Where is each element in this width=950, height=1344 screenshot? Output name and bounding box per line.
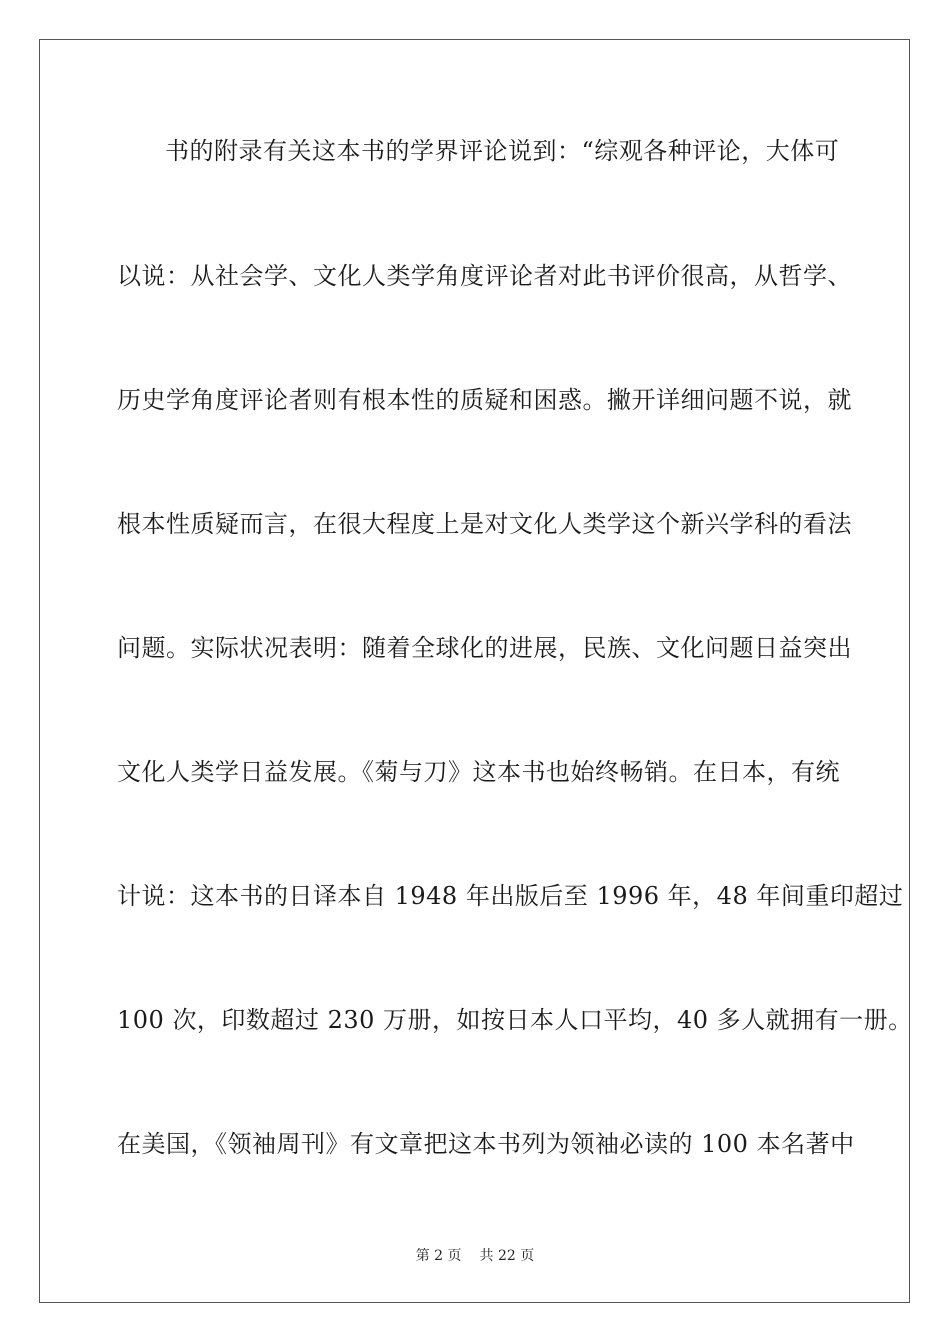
text-line: 100 次，印数超过 230 万册，如按日本人口平均，40 多人就拥有一册。 [117,1006,913,1034]
text-line: 书的附录有关这本书的学界评论说到：“综观各种评论，大体可 [165,137,840,165]
text-line: 在美国，《领袖周刊》有文章把这本书列为领袖必读的 100 本名著中 [117,1130,855,1158]
text-line: 问题。实际状况表明：随着全球化的进展，民族、文化问题日益突出 [117,634,852,662]
text-line: 根本性质疑而言，在很大程度上是对文化人类学这个新兴学科的看法 [117,510,852,538]
page-frame [39,39,913,1303]
text-line: 文化人类学日益发展。《菊与刀》这本书也始终畅销。在日本，有统 [117,758,840,786]
text-line: 计说：这本书的日译本自 1948 年出版后至 1996 年，48 年间重印超过 [117,882,904,910]
page-total: 共 22 页 [479,1248,535,1264]
page-number: 第 2 页 [415,1248,462,1264]
text-line: 以说：从社会学、文化人类学角度评论者对此书评价很高，从哲学、 [117,262,852,290]
page-footer [0,1247,950,1265]
text-line: 历史学角度评论者则有根本性的质疑和困惑。撇开详细问题不说，就 [117,386,852,414]
